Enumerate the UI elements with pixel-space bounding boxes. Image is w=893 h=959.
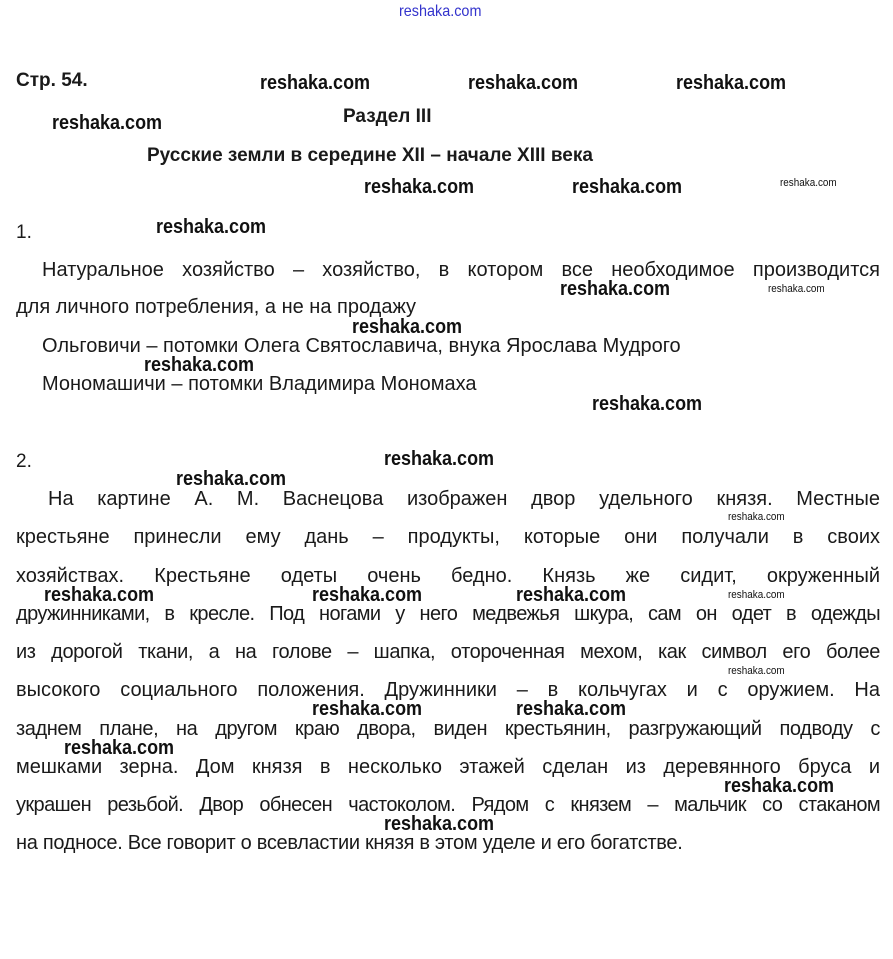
watermark: reshaka.com <box>560 278 671 300</box>
watermark: reshaka.com <box>728 589 785 601</box>
section-heading: Раздел III <box>343 106 432 127</box>
watermark: reshaka.com <box>312 698 423 720</box>
task-2-line: мешками зерна. Дом князя в несколько этажей сделан из деревянного бруса и <box>16 756 880 778</box>
watermark: reshaka.com <box>724 775 835 797</box>
watermark: reshaka.com <box>780 177 837 189</box>
task-2-line: На картине А. М. Васнецова изображен двор удельного князя. Местные <box>48 488 880 510</box>
watermark: reshaka.com <box>176 468 287 490</box>
watermark: reshaka.com <box>516 698 627 720</box>
task-1-line: Натуральное хозяйство – хозяйство, в котором все необходимое производится <box>42 259 880 281</box>
watermark: reshaka.com <box>364 176 475 198</box>
watermark: reshaka.com <box>728 511 785 523</box>
watermark: reshaka.com <box>516 584 627 606</box>
task-1-line: для личного потребления, а не на продажу <box>16 296 417 318</box>
task-2-number: 2. <box>16 451 32 472</box>
task-1-line: Мономашичи – потомки Владимира Мономаха <box>42 373 477 395</box>
task-2-line: на подносе. Все говорит о всевластии князя в этом уделе и его богатстве. <box>16 832 683 854</box>
watermark: reshaka.com <box>399 3 482 20</box>
task-2-line: дружинниками, в кресле. Под ногами у него медвежья шкура, сам он одет в одежды <box>16 603 880 625</box>
page-reference: Стр. 54. <box>16 70 88 91</box>
watermark: reshaka.com <box>728 665 785 677</box>
watermark: reshaka.com <box>468 72 579 94</box>
watermark: reshaka.com <box>384 448 495 470</box>
task-1-number: 1. <box>16 222 32 243</box>
watermark: reshaka.com <box>156 216 267 238</box>
watermark: reshaka.com <box>52 112 163 134</box>
watermark: reshaka.com <box>572 176 683 198</box>
watermark: reshaka.com <box>260 72 371 94</box>
watermark: reshaka.com <box>592 393 703 415</box>
task-2-line: украшен резьбой. Двор обнесен частоколом. Рядом с князем – мальчик со стаканом <box>16 794 880 816</box>
task-2-line: высокого социального положения. Дружинники – в кольчугах и с оружием. На <box>16 679 880 701</box>
watermark: reshaka.com <box>312 584 423 606</box>
watermark: reshaka.com <box>768 283 825 295</box>
watermark: reshaka.com <box>384 813 495 835</box>
watermark: reshaka.com <box>44 584 155 606</box>
task-2-line: заднем плане, на другом краю двора, виден крестьянин, разгружающий подводу с <box>16 718 880 740</box>
watermark: reshaka.com <box>144 354 255 376</box>
page-title: Русские земли в середине XII – начале XIII века <box>147 145 593 166</box>
task-1-line: Ольговичи – потомки Олега Святославича, внука Ярослава Мудрого <box>42 335 681 357</box>
watermark: reshaka.com <box>676 72 787 94</box>
task-2-line: крестьяне принесли ему дань – продукты, которые они получали в своих <box>16 526 880 548</box>
watermark: reshaka.com <box>64 737 175 759</box>
watermark: reshaka.com <box>352 316 463 338</box>
task-2-line: хозяйствах. Крестьяне одеты очень бедно. Князь же сидит, окруженный <box>16 565 880 587</box>
task-2-line: из дорогой ткани, а на голове – шапка, отороченная мехом, как символ его более <box>16 641 880 663</box>
